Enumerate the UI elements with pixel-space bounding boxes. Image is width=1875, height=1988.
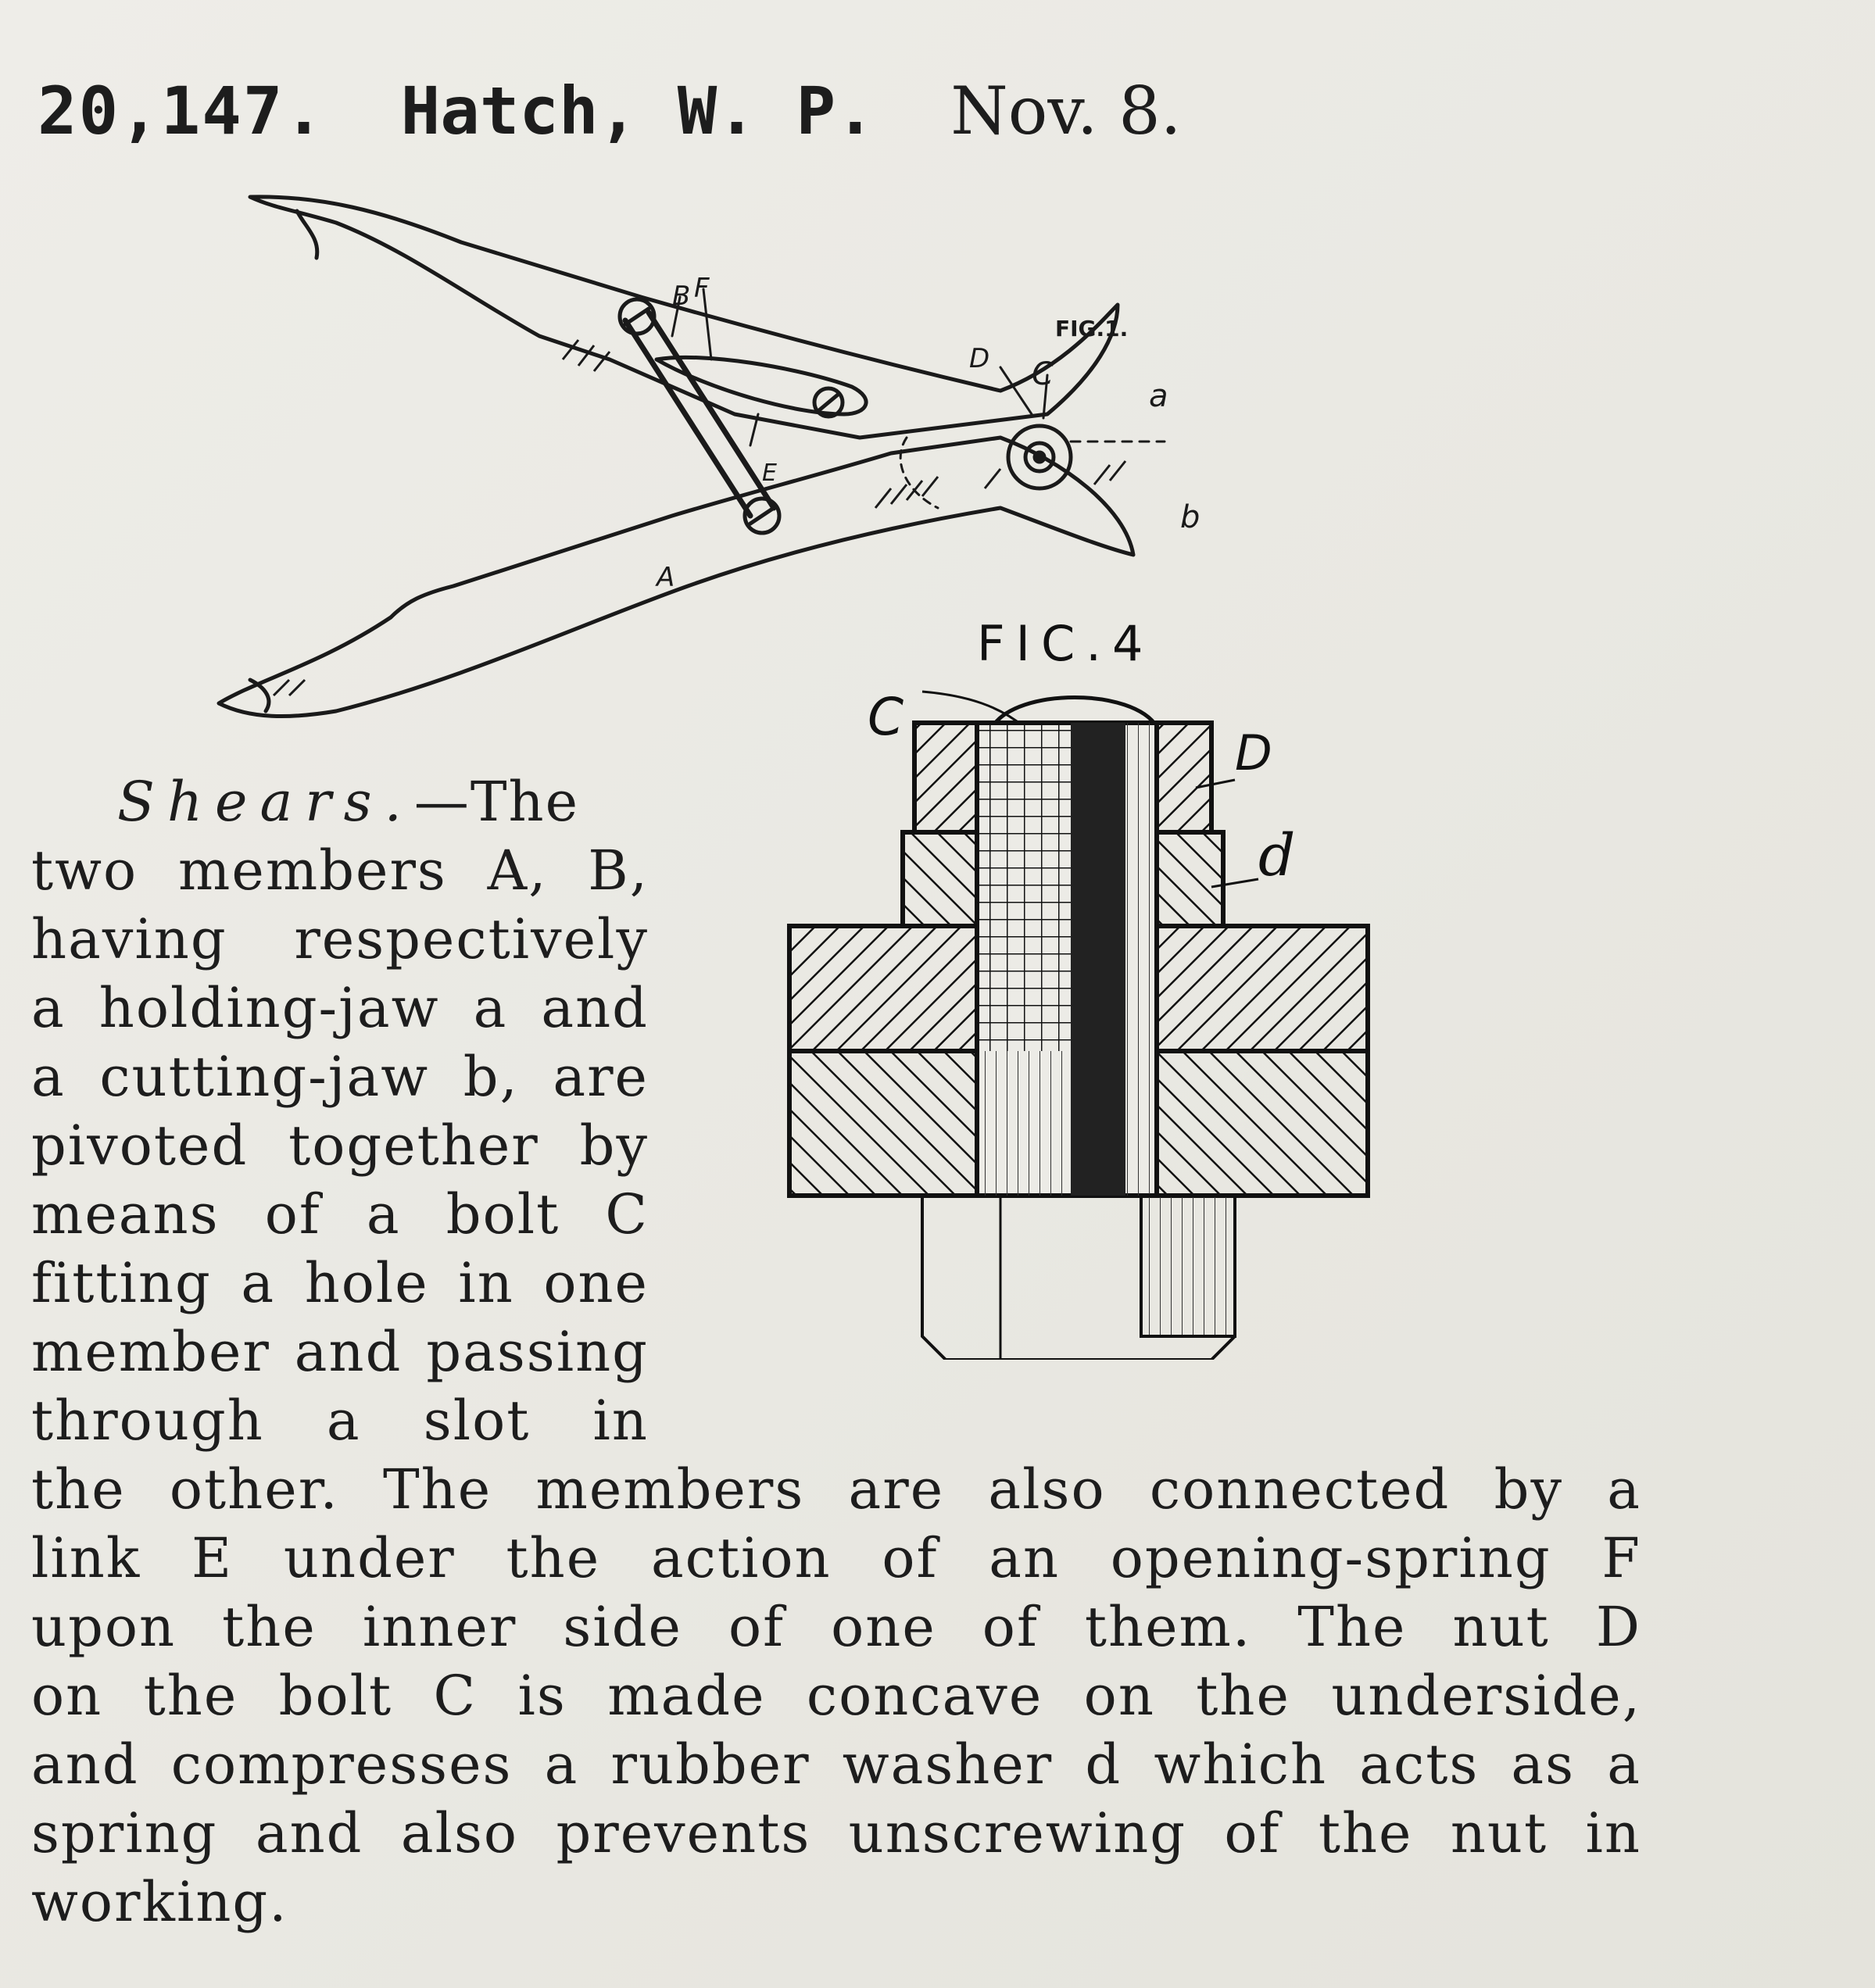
- inventor-name: Hatch, W. P.: [400, 73, 875, 149]
- text-line-14: on the bolt C is made concave on the underside,: [31, 1664, 1641, 1728]
- text-line-3: having respectively: [31, 907, 649, 971]
- text-line-2: two members A, B,: [31, 838, 649, 903]
- fig4-label-C: C: [868, 687, 904, 747]
- section-title: Shears.: [117, 770, 414, 834]
- fig1-label-a: a: [1149, 378, 1168, 414]
- text-line-11: the other. The members are also connected by a: [31, 1457, 1641, 1521]
- patent-description: [31, 767, 1641, 1936]
- text-line-7: means of a bolt C: [31, 1182, 649, 1246]
- fig1-label-E: E: [762, 459, 777, 487]
- patent-header: [38, 72, 1288, 150]
- fig4-label-D: D: [1235, 724, 1272, 781]
- text-line-1: Shears.—The: [117, 770, 580, 834]
- text-line-10: through a slot in: [31, 1389, 649, 1453]
- fig1-label-F: F: [694, 273, 710, 304]
- fig1-label-C: C: [1032, 356, 1054, 392]
- fig1-label-A: A: [657, 562, 675, 593]
- text-line-12: link E under the action of an opening-spring F: [31, 1526, 1641, 1590]
- text-line-16: spring and also prevents unscrewing of the nut in: [31, 1801, 1641, 1865]
- bleed-through-text: [1047, 4, 1068, 73]
- fig1-label-D: D: [969, 343, 990, 374]
- text-line-15: and compresses a rubber washer d which acts as a: [31, 1732, 1641, 1797]
- text-line-6: pivoted together by: [31, 1114, 649, 1178]
- patent-number: 20,147.: [38, 73, 326, 149]
- fig1-label-b: b: [1180, 499, 1201, 535]
- fig4-label-d: d: [1258, 822, 1296, 889]
- fig1-label-B: B: [672, 281, 691, 312]
- fig4-caption: FIC.4: [977, 615, 1154, 672]
- patent-date: Nov. 8.: [950, 73, 1182, 149]
- text-line-9: member and passing: [31, 1320, 649, 1384]
- text-line-8: fitting a hole in one: [31, 1251, 649, 1315]
- fig1-caption: FIG.1.: [1055, 316, 1129, 341]
- text-line-5: a cutting-jaw b, are: [31, 1045, 649, 1109]
- text-line-13: upon the inner side of one of them. The nut D: [31, 1595, 1641, 1659]
- text-line-4: a holding-jaw a and: [31, 976, 649, 1040]
- text-line-17: working.: [31, 1870, 288, 1934]
